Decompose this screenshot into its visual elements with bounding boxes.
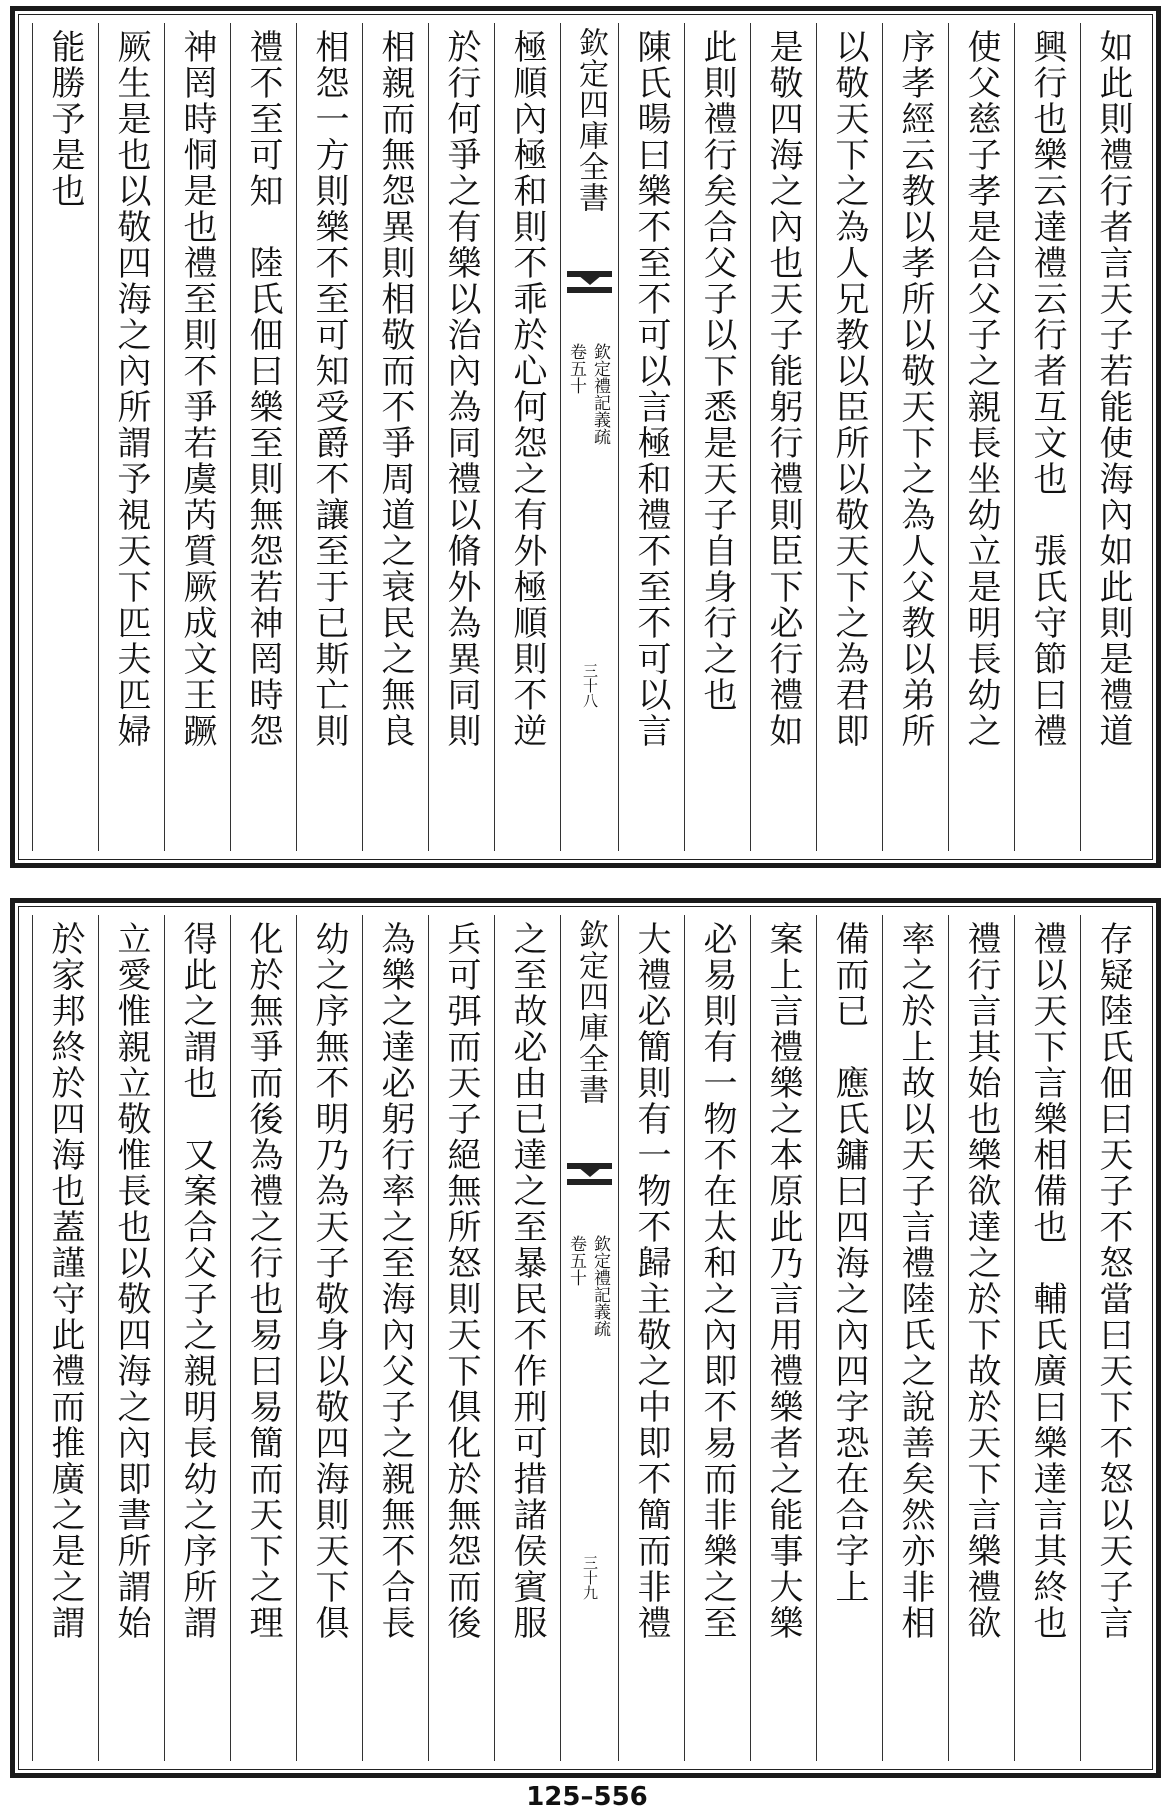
text-column: 使父慈子孝是合父子之親長坐幼立是明長幼之	[948, 23, 1014, 851]
text-column: 率之於上故以天子言禮陸氏之說善矣然亦非相	[882, 915, 948, 1761]
text-columns	[25, 915, 1146, 1761]
text-column: 是敬四海之內也天子能躬行禮則臣下必行禮如	[750, 23, 816, 851]
book-subtitle: 欽定禮記義疏	[590, 1235, 610, 1337]
text-column: 相怨一方則樂不至可知受爵不讓至于已斯亡則	[296, 23, 362, 851]
text-column: 於行何爭之有樂以治內為同禮以脩外為異同則	[428, 23, 494, 851]
text-column: 厥生是也以敬四海之內所謂予視天下匹夫匹婦	[98, 23, 164, 851]
page-leaf-bottom	[10, 898, 1161, 1778]
text-column: 必易則有一物不在太和之內即不易而非樂之至	[684, 915, 750, 1761]
text-column: 神罔時恫是也禮至則不爭若虞芮質厥成文王蹶	[164, 23, 230, 851]
text-column: 禮行言其始也樂欲達之於下故於天下言樂禮欲	[948, 915, 1014, 1761]
text-column: 兵可弭而天子絕無所怒則天下俱化於無怨而後	[428, 915, 494, 1761]
text-column: 相親而無怨異則相敬而不爭周道之衰民之無良	[362, 23, 428, 851]
book-title: 欽定四庫全書	[573, 919, 608, 1105]
volume-label: 卷五十	[566, 1235, 586, 1286]
leaf-number: 三十八	[581, 663, 599, 708]
text-column: 極順內極和則不乖於心何怨之有外極順則不逆	[494, 23, 560, 851]
text-column: 之至故必由已達之至暴民不作刑可措諸侯賓服	[494, 915, 560, 1761]
center-gutter	[560, 915, 618, 1761]
text-column: 存疑陸氏佃曰天子不怒當曰天下不怒以天子言	[1080, 915, 1146, 1761]
text-column: 序孝經云教以孝所以敬天下之為人父教以弟所	[882, 23, 948, 851]
volume-label: 卷五十	[566, 343, 586, 394]
text-column: 於家邦終於四海也蓋謹守此禮而推廣之是之謂	[32, 915, 98, 1761]
text-column: 禮不至可知 陸氏佃曰樂至則無怨若神罔時怨	[230, 23, 296, 851]
text-column: 案上言禮樂之本原此乃言用禮樂者之能事大樂	[750, 915, 816, 1761]
fish-tail-icon	[567, 271, 612, 293]
book-title: 欽定四庫全書	[573, 27, 608, 213]
text-column: 禮以天下言樂相備也 輔氏廣曰樂達言其終也	[1014, 915, 1080, 1761]
page-reference: 125–556	[526, 1782, 648, 1812]
text-column: 立愛惟親立敬惟長也以敬四海之內即書所謂始	[98, 915, 164, 1761]
text-column: 此則禮行矣合父子以下悉是天子自身行之也	[684, 23, 750, 851]
text-column: 陳氏暘曰樂不至不可以言極和禮不至不可以言	[618, 23, 684, 851]
text-column: 以敬天下之為人兄教以臣所以敬天下之為君即	[816, 23, 882, 851]
text-column: 化於無爭而後為禮之行也易曰易簡而天下之理	[230, 915, 296, 1761]
text-column: 如此則禮行者言天子若能使海內如此則是禮道	[1080, 23, 1146, 851]
book-subtitle: 欽定禮記義疏	[590, 343, 610, 445]
text-column: 幼之序無不明乃為天子敬身以敬四海則天下俱	[296, 915, 362, 1761]
text-column: 大禮必簡則有一物不歸主敬之中即不簡而非禮	[618, 915, 684, 1761]
text-column: 備而已 應氏鏞曰四海之內四字恐在合字上	[816, 915, 882, 1761]
leaf-number: 三十九	[581, 1555, 599, 1600]
text-column: 能勝予是也	[32, 23, 98, 851]
page-leaf-top	[10, 6, 1161, 868]
text-column: 興行也樂云達禮云行者互文也 張氏守節曰禮	[1014, 23, 1080, 851]
text-column: 得此之謂也 又案合父子之親明長幼之序所謂	[164, 915, 230, 1761]
center-gutter	[560, 23, 618, 851]
fish-tail-icon	[567, 1163, 612, 1185]
text-columns	[25, 23, 1146, 851]
text-column: 為樂之達必躬行率之至海內父子之親無不合長	[362, 915, 428, 1761]
